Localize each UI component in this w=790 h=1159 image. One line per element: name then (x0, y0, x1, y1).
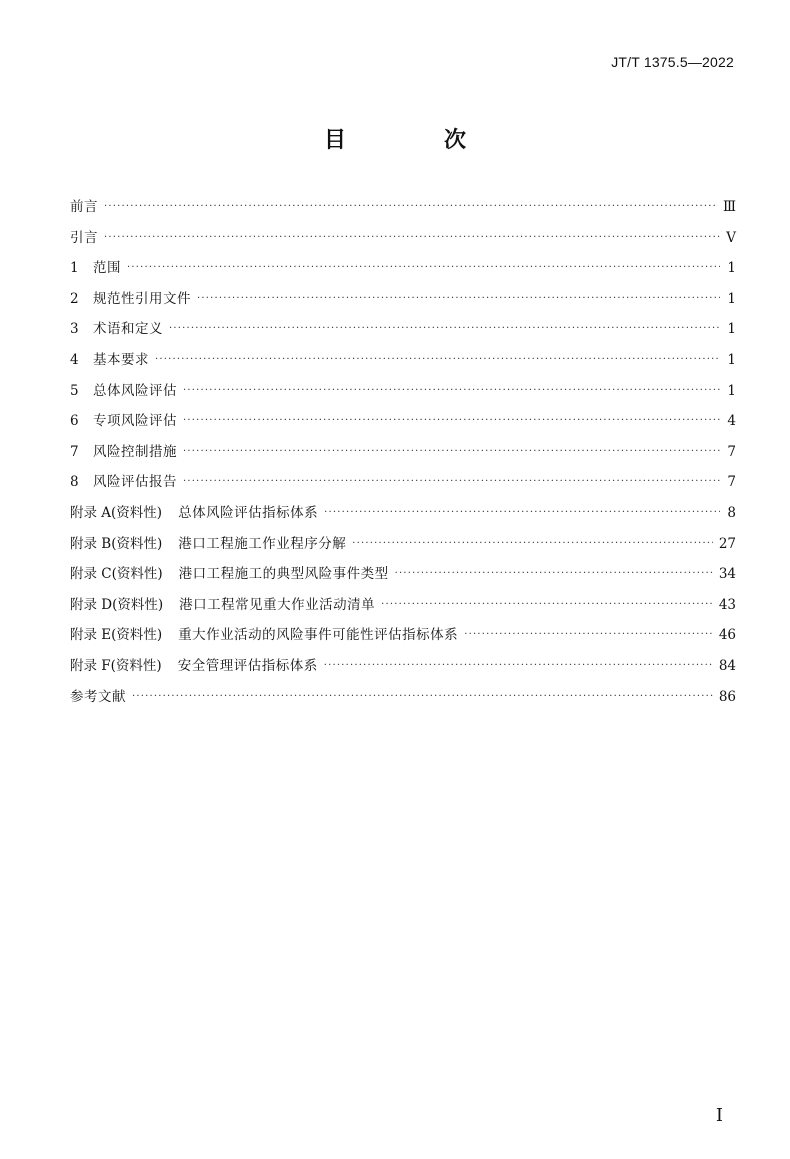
standard-code: JT/T 1375.5—2022 (611, 54, 734, 70)
toc-entry[interactable] (70, 682, 736, 713)
page-number: I (715, 1105, 723, 1126)
toc-entry-page: 7 (727, 443, 736, 460)
toc-entry[interactable] (70, 376, 736, 407)
toc-entry-page: 84 (718, 657, 736, 674)
toc-entry-page: 7 (727, 474, 736, 491)
toc-dot-leader (183, 437, 720, 468)
toc-entry-appendix-label: 附录 B(资料性) (70, 535, 163, 552)
toc-dot-leader (183, 406, 720, 437)
toc-entry[interactable] (70, 437, 736, 468)
toc-entry-page: 1 (727, 321, 736, 338)
toc-entry-title: 基本要求 (93, 351, 149, 368)
toc-entry[interactable] (70, 223, 736, 254)
toc-entry[interactable] (70, 192, 736, 223)
toc-entry-title: 术语和定义 (93, 321, 163, 338)
toc-entry-title: 港口工程常见重大作业活动清单 (179, 596, 376, 613)
toc-entry-page: 1 (727, 382, 736, 399)
toc-dot-leader (183, 467, 720, 498)
toc-entry-title: 重大作业活动的风险事件可能性评估指标体系 (178, 627, 459, 644)
toc-dot-leader (104, 223, 720, 254)
toc-entry-title: 规范性引用文件 (93, 290, 191, 307)
toc-dot-leader (381, 590, 713, 621)
toc-dot-leader (183, 376, 720, 407)
toc-entry-title: 引言 (70, 229, 98, 246)
toc-entry-page: 1 (727, 260, 736, 277)
toc-dot-leader (324, 498, 720, 529)
page-title: 目 次 (323, 128, 504, 153)
toc-entry[interactable] (70, 559, 736, 590)
toc-dot-leader (104, 192, 717, 223)
toc-entry[interactable] (70, 253, 736, 284)
toc-entry[interactable] (70, 406, 736, 437)
toc-entry-title: 安全管理评估指标体系 (177, 657, 318, 674)
toc-dot-leader (127, 253, 720, 284)
toc-entry[interactable] (70, 590, 736, 621)
toc-entry-page: 34 (718, 566, 736, 583)
toc-entry-appendix-label: 附录 F(资料性) (70, 657, 162, 674)
toc-entry-page: 8 (727, 504, 736, 521)
toc-entry-number: 1 (70, 260, 79, 277)
toc-entry-number: 2 (70, 290, 79, 307)
toc-entry-page: 1 (727, 351, 736, 368)
toc-entry-title: 前言 (70, 199, 98, 215)
toc-entry-page: 27 (718, 535, 736, 552)
toc-entry[interactable] (70, 345, 736, 376)
toc-entry-appendix-label: 附录 E(资料性) (70, 627, 163, 644)
toc-entry-number: 5 (70, 382, 79, 399)
toc-entry-page: 46 (718, 627, 736, 644)
toc-dot-leader (169, 314, 720, 345)
toc-entry[interactable] (70, 314, 736, 345)
toc-entry-number: 7 (70, 443, 79, 460)
toc-entry-title: 港口工程施工的典型风险事件类型 (178, 566, 389, 583)
toc-entry-number: 4 (70, 351, 79, 368)
toc-dot-leader (395, 559, 713, 590)
toc-entry-number: 8 (70, 474, 79, 491)
toc-dot-leader (155, 345, 720, 376)
toc-dot-leader (197, 284, 720, 315)
toc-dot-leader (352, 529, 713, 560)
toc-entry-appendix-label: 附录 D(资料性) (70, 596, 164, 613)
toc-entry-page: 1 (727, 290, 736, 307)
toc-entry-page: Ⅴ (726, 229, 736, 246)
toc-entry-number: 6 (70, 413, 79, 430)
toc-entry-page: 4 (727, 413, 736, 430)
toc-entry[interactable] (70, 284, 736, 315)
toc-dot-leader (324, 651, 713, 682)
toc-entry-page: 43 (718, 596, 736, 613)
toc-entry-page: 86 (718, 688, 736, 705)
toc-entry-title: 风险控制措施 (93, 443, 177, 460)
toc-dot-leader (464, 620, 713, 651)
toc-entry-title: 港口工程施工作业程序分解 (178, 535, 347, 552)
toc-entry-title: 风险评估报告 (93, 474, 177, 491)
toc-entry-title: 总体风险评估指标体系 (178, 504, 319, 521)
toc-entry[interactable] (70, 651, 736, 682)
toc-entry-appendix-label: 附录 A(资料性) (70, 504, 163, 521)
toc-entry-title: 参考文献 (70, 688, 126, 705)
toc-entry-title: 总体风险评估 (93, 382, 177, 399)
toc-dot-leader (132, 682, 713, 713)
toc-entry[interactable] (70, 529, 736, 560)
toc-entry[interactable] (70, 467, 736, 498)
toc-entry[interactable] (70, 620, 736, 651)
toc-entry-title: 范围 (93, 260, 121, 277)
table-of-contents (70, 192, 736, 712)
toc-entry-appendix-label: 附录 C(资料性) (70, 566, 163, 583)
toc-entry-title: 专项风险评估 (93, 413, 177, 430)
toc-entry[interactable] (70, 498, 736, 529)
toc-entry-number: 3 (70, 321, 79, 338)
toc-entry-page: Ⅲ (722, 199, 736, 215)
